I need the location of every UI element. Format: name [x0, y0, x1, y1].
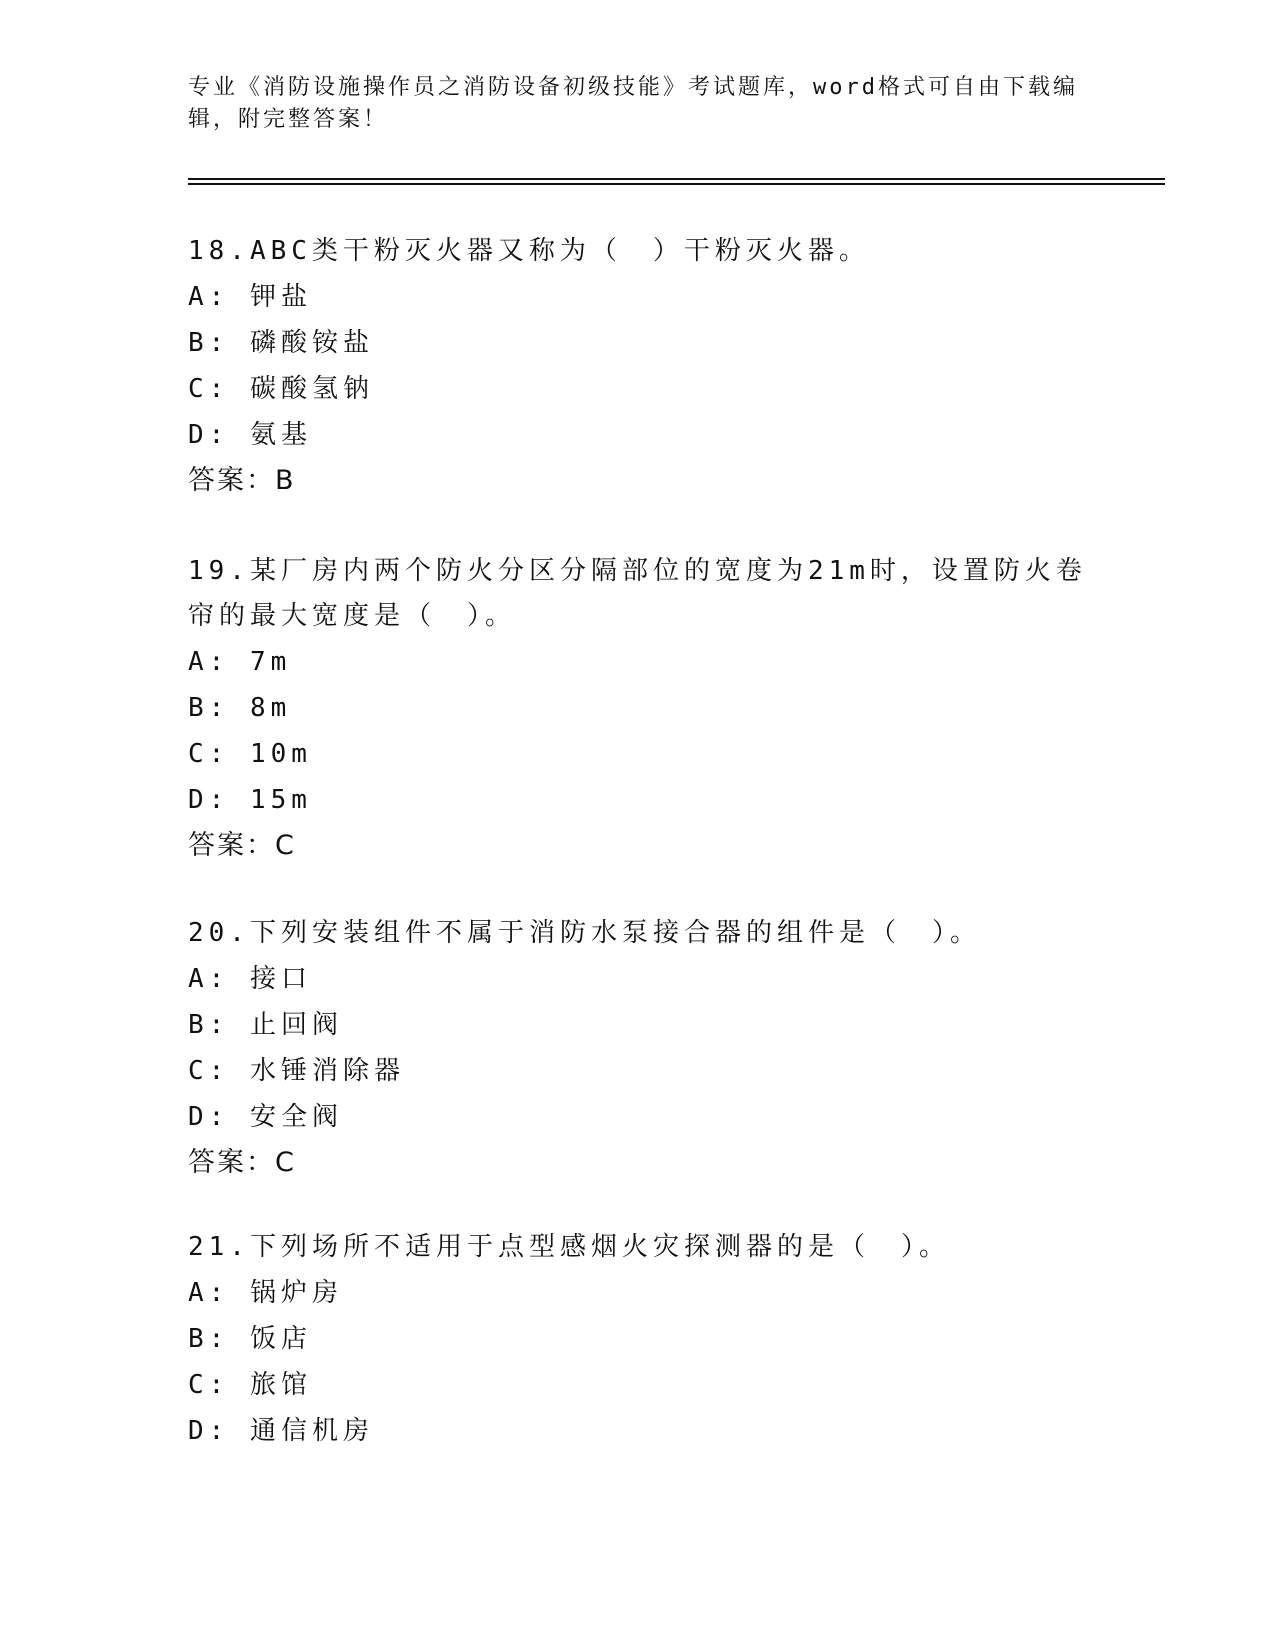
option-b: B: 磷酸铵盐 — [188, 328, 374, 358]
question-18 — [188, 229, 1088, 504]
option-c: C: 水锤消除器 — [188, 1056, 405, 1086]
option-d: D: 通信机房 — [188, 1416, 374, 1446]
option-d: D: 15m — [188, 785, 312, 815]
option-a: A: 钾盐 — [188, 282, 312, 312]
header-divider-top — [188, 178, 1165, 180]
question-21 — [188, 1225, 1088, 1454]
question-stem: 21.下列场所不适用于点型感烟火灾探测器的是（ ）。 — [188, 1232, 950, 1262]
question-stem: 20.下列安装组件不属于消防水泵接合器的组件是（ ）。 — [188, 918, 981, 948]
header-divider-bottom — [188, 183, 1165, 185]
answer: 答案：B — [188, 465, 296, 496]
answer: 答案：C — [188, 1147, 296, 1178]
document-header — [188, 72, 1088, 136]
option-c: C: 10m — [188, 739, 312, 769]
option-d: D: 氨基 — [188, 420, 312, 450]
question-stem: 19.某厂房内两个防火分区分隔部位的宽度为21m时，设置防火卷帘的最大宽度是（ ）。 — [188, 556, 1087, 631]
header-text: 专业《消防设施操作员之消防设备初级技能》考试题库，word格式可自由下载编辑，附完整答案！ — [188, 75, 1078, 132]
option-b: B: 止回阀 — [188, 1010, 343, 1040]
option-a: A: 接口 — [188, 964, 312, 994]
option-a: A: 锅炉房 — [188, 1278, 343, 1308]
question-stem: 18.ABC类干粉灭火器又称为（ ）干粉灭火器。 — [188, 236, 870, 266]
option-c: C: 碳酸氢钠 — [188, 374, 374, 404]
question-19 — [188, 549, 1088, 869]
option-b: B: 饭店 — [188, 1324, 312, 1354]
question-20 — [188, 911, 1088, 1186]
answer: 答案：C — [188, 830, 296, 861]
option-d: D: 安全阀 — [188, 1102, 343, 1132]
option-a: A: 7m — [188, 647, 292, 677]
option-b: B: 8m — [188, 693, 292, 723]
option-c: C: 旅馆 — [188, 1370, 312, 1400]
